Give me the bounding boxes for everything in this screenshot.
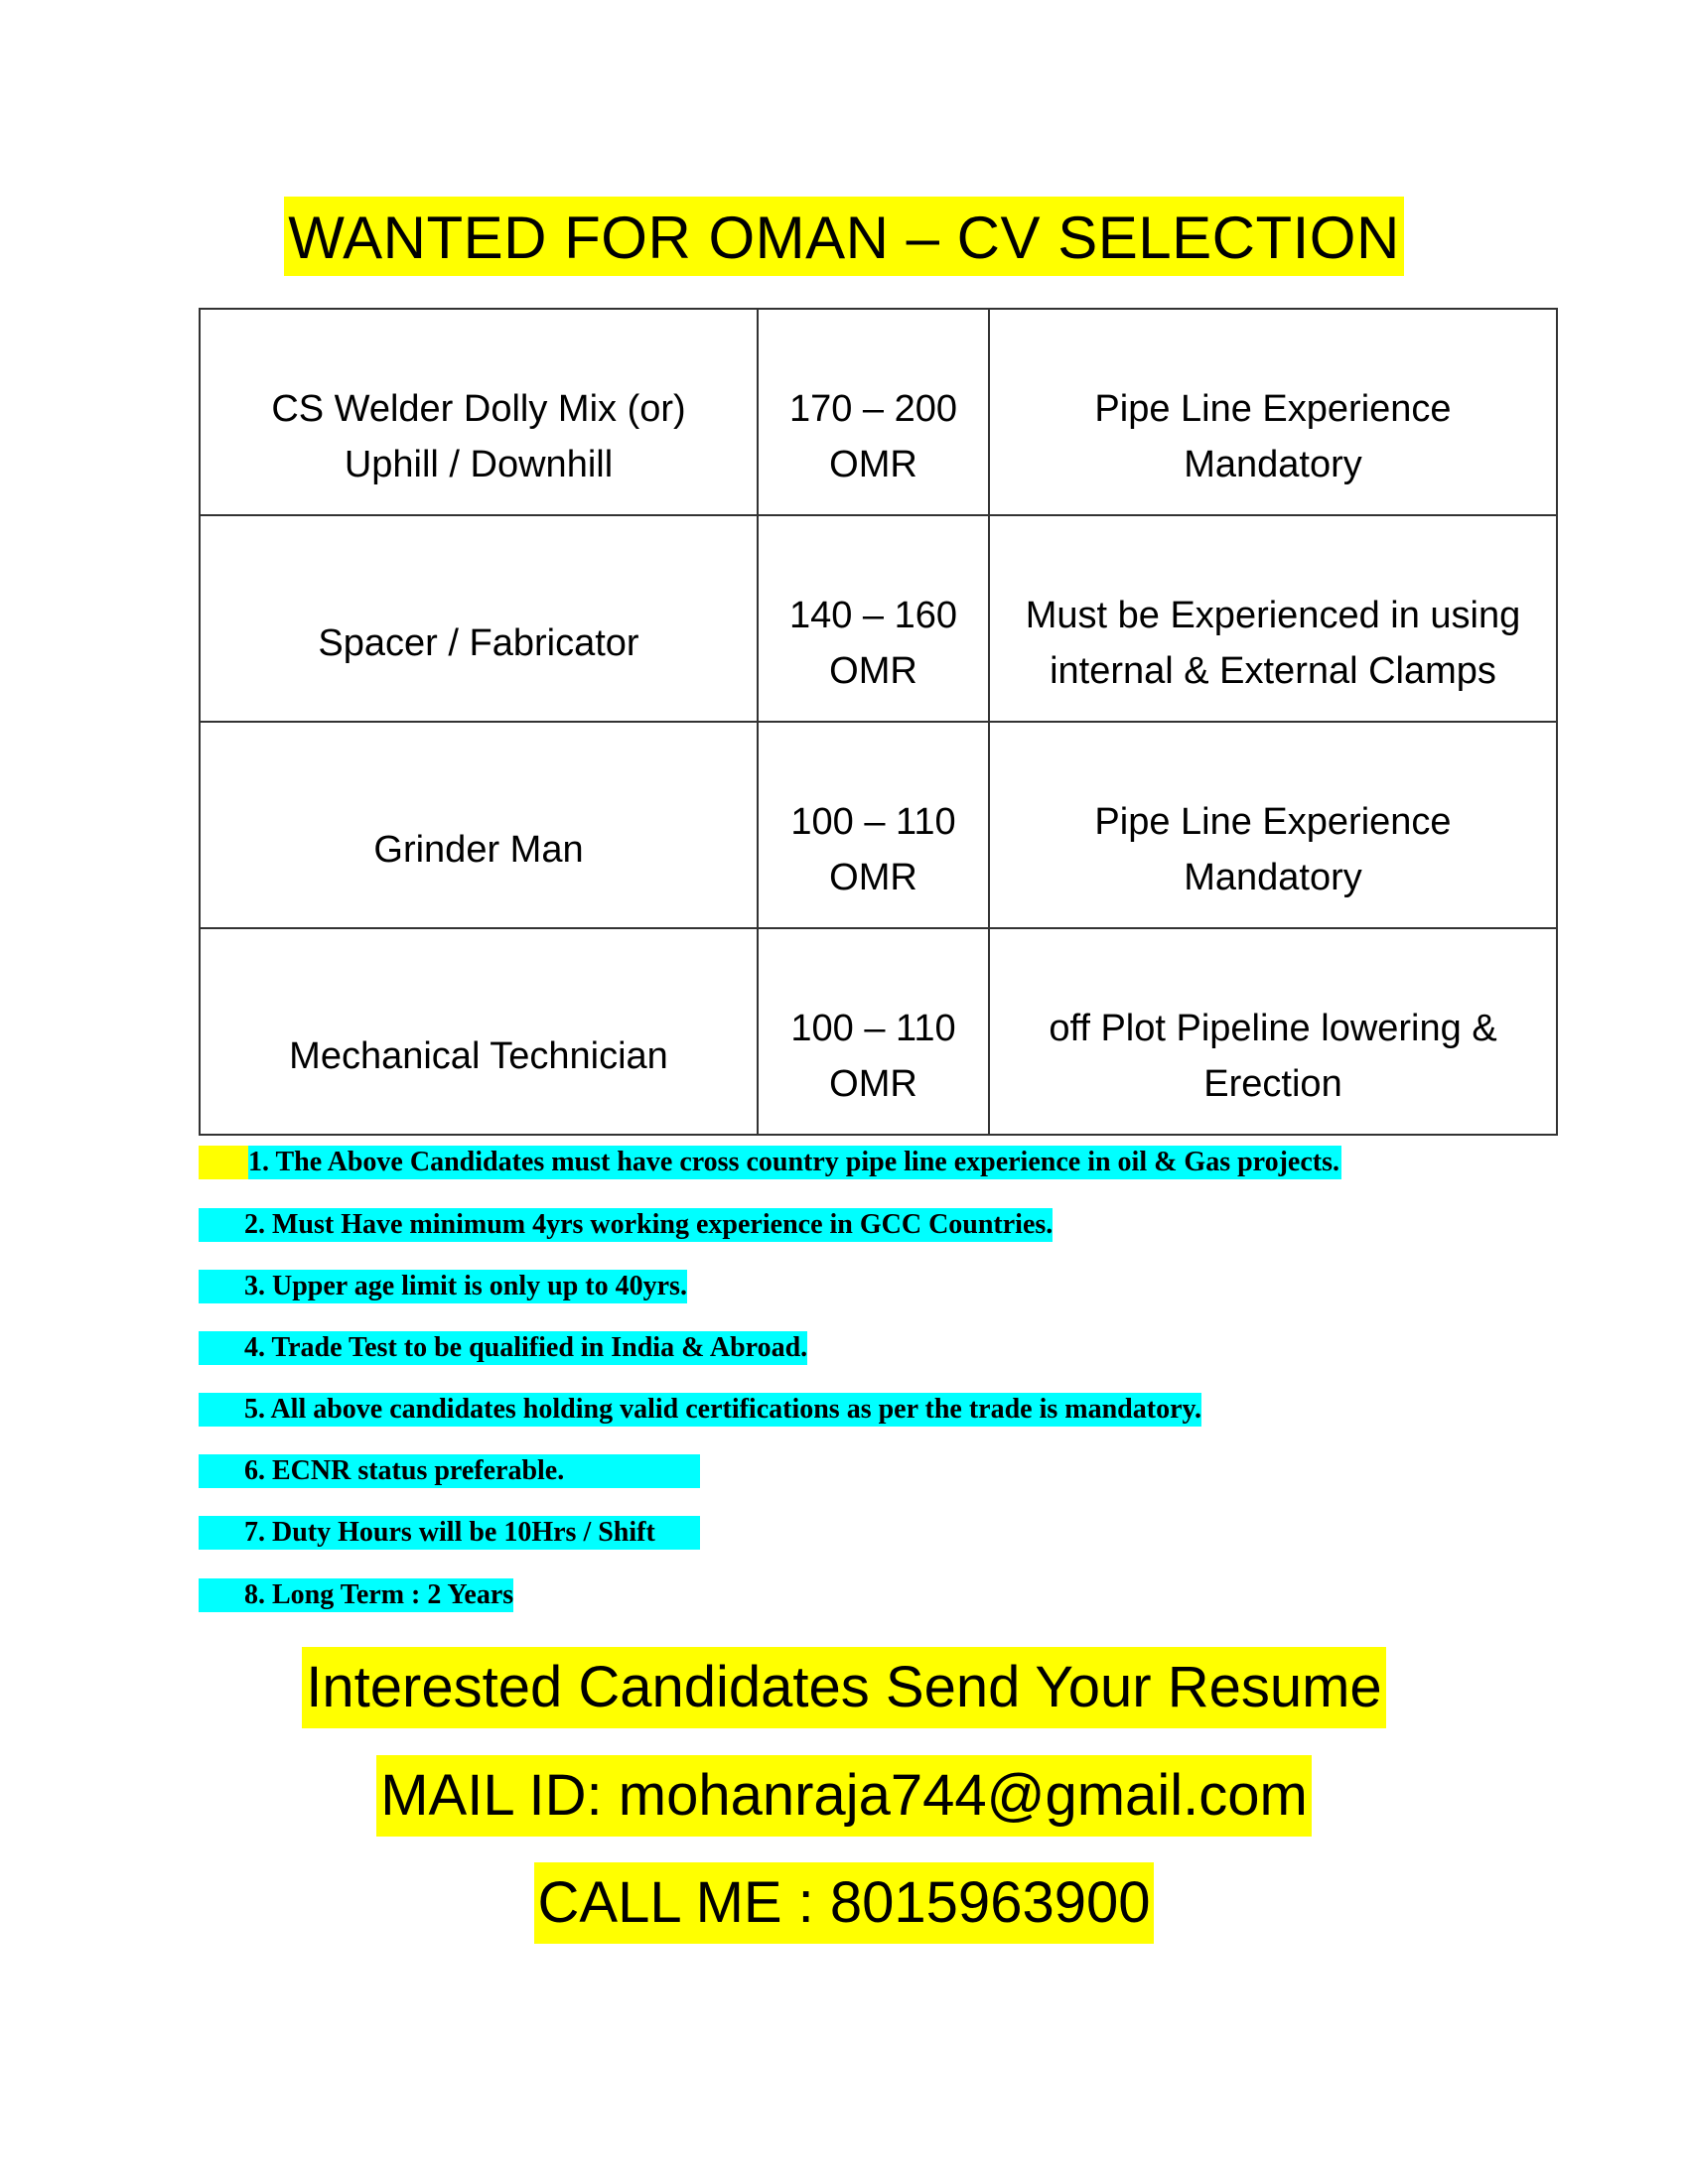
page-title <box>0 197 1688 276</box>
job-requirement: Must be Experienced in using internal & External Clamps <box>989 515 1557 722</box>
note-text: 5. All above candidates holding valid certifications as per the trade is mandatory. <box>199 1393 1201 1427</box>
note-text: 1. The Above Candidates must have cross country pipe line experience in oil & Gas projects. <box>248 1147 1339 1177</box>
job-salary: 140 – 160 OMR <box>758 515 989 722</box>
job-salary: 170 – 200 OMR <box>758 309 989 515</box>
jobs-table <box>199 308 1558 1136</box>
mail-id-text: MAIL ID: mohanraja744@gmail.com <box>376 1755 1312 1837</box>
note-item <box>199 1208 1053 1242</box>
job-salary: 100 – 110 OMR <box>758 928 989 1135</box>
note-item <box>199 1454 700 1488</box>
table-row <box>200 928 1557 1135</box>
note-text: 2. Must Have minimum 4yrs working experience in GCC Countries. <box>199 1208 1053 1242</box>
job-position: CS Welder Dolly Mix (or) Uphill / Downhill <box>200 309 758 515</box>
job-requirement: off Plot Pipeline lowering & Erection <box>989 928 1557 1135</box>
table-row <box>200 309 1557 515</box>
note-item <box>199 1146 1341 1179</box>
note-text: 7. Duty Hours will be 10Hrs / Shift <box>199 1516 700 1550</box>
job-position: Spacer / Fabricator <box>200 515 758 722</box>
note-text: 8. Long Term : 2 Years <box>199 1578 513 1612</box>
job-requirement: Pipe Line Experience Mandatory <box>989 722 1557 928</box>
call-me-text: CALL ME : 8015963900 <box>534 1862 1155 1944</box>
mail-id <box>0 1755 1688 1837</box>
job-requirement: Pipe Line Experience Mandatory <box>989 309 1557 515</box>
note-item <box>199 1578 513 1612</box>
note-item <box>199 1331 807 1365</box>
note-text: 6. ECNR status preferable. <box>199 1454 700 1488</box>
job-position: Mechanical Technician <box>200 928 758 1135</box>
note-marker <box>199 1146 248 1179</box>
note-text: 4. Trade Test to be qualified in India & Abroad. <box>199 1331 807 1365</box>
call-me <box>0 1862 1688 1944</box>
note-item <box>199 1516 700 1550</box>
cta-headline-text: Interested Candidates Send Your Resume <box>302 1647 1385 1728</box>
cta-headline <box>0 1647 1688 1728</box>
job-salary: 100 – 110 OMR <box>758 722 989 928</box>
page-title-text: WANTED FOR OMAN – CV SELECTION <box>284 197 1404 276</box>
table-row <box>200 515 1557 722</box>
note-item <box>199 1270 687 1303</box>
note-text: 3. Upper age limit is only up to 40yrs. <box>199 1270 687 1303</box>
note-item <box>199 1393 1201 1427</box>
job-position: Grinder Man <box>200 722 758 928</box>
table-row <box>200 722 1557 928</box>
